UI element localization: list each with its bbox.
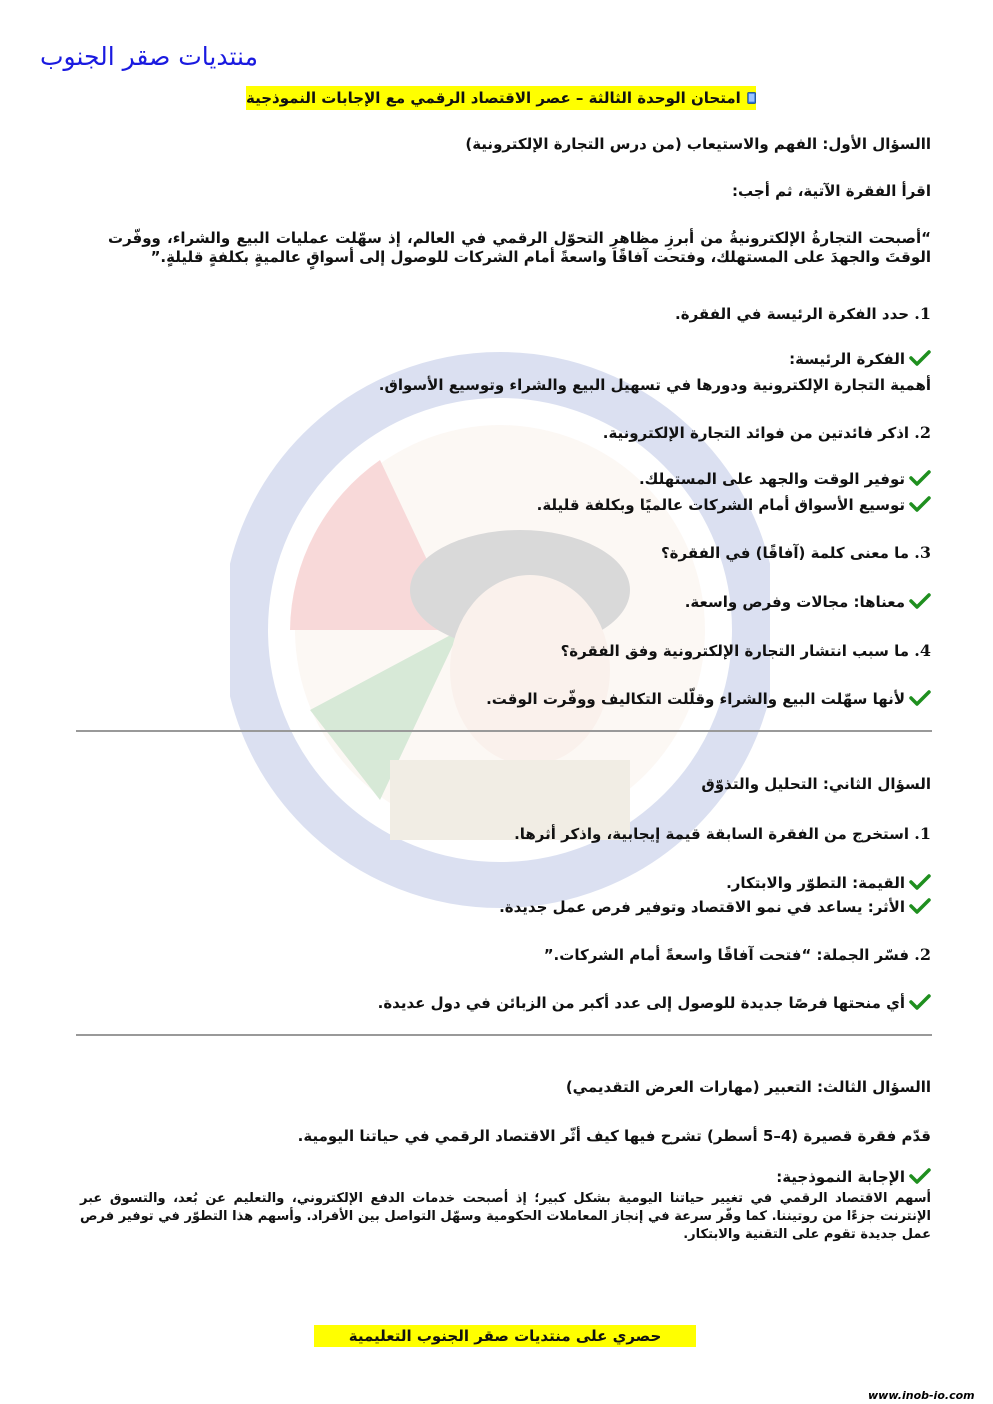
section-divider [76, 1034, 932, 1036]
q3-answer-label: الإجابة النموذجية: [776, 1168, 931, 1187]
q3-answer-text: أسهم الاقتصاد الرقمي في تغيير حياتنا اليومية بشكل كبير؛ إذ أصبحت خدمات الدفع الإلكتروني، والتعليم عن بُعد، والتسوق عبر الإنترنت جزءًا من روتيننا. كما وفّر سرعة في إنجاز المعاملات الحكومية وسهّل التواصل بين الأفراد. وأسهم هذا التطوّر في توفير فرص عمل جديدة تقوم على التقنية والابتكار. [80, 1191, 931, 1242]
q1-item-2-answer-2: توسيع الأسواق أمام الشركات عالميًا وبكلفة قليلة. [537, 496, 931, 515]
exam-title: امتحان الوحدة الثالثة – عصر الاقتصاد الرقمي مع الإجابات النموذجية [246, 89, 741, 107]
q2-item-1-answer-1: القيمة: التطوّر والابتكار. [726, 874, 931, 893]
q2-item-2-answer: أي منحتها فرصًا جديدة للوصول إلى عدد أكبر من الزبائن في دول عديدة. [378, 994, 931, 1013]
q1-instruction: اقرأ الفقرة الآتية، ثم أجب: [732, 182, 931, 200]
check-icon [909, 1168, 931, 1184]
site-title[interactable]: منتديات صقر الجنوب [40, 42, 258, 71]
q1-item-1-answer-label: الفكرة الرئيسة: [789, 350, 931, 369]
q1-item-2-number: 2. [914, 423, 931, 442]
q1-item-2-question: 2. اذكر فائدتين من فوائد التجارة الإلكترونية. [602, 423, 931, 442]
q2-item-2-question: 2. فسّر الجملة: “فتحت آفاقًا واسعةً أمام الشركات.” [543, 945, 931, 964]
q3-instruction: قدّم فقرة قصيرة (4–5 أسطر) تشرح فيها كيف أثّر الاقتصاد الرقمي في حياتنا اليومية. [297, 1127, 931, 1145]
footer-banner: حصري على منتديات صقر الجنوب التعليمية [314, 1325, 696, 1347]
q2-item-1-number: 1. [914, 824, 931, 843]
q1-item-3-question: 3. ما معنى كلمة (آفاقًا) في الفقرة؟ [660, 543, 931, 562]
exam-title-banner [246, 86, 756, 110]
q1-item-3-number: 3. [914, 543, 931, 562]
check-icon [909, 898, 931, 914]
check-icon [909, 593, 931, 609]
q1-passage: “أصبحت التجارةُ الإلكترونيةُ من أبرزِ مظاهرِ التحوّل الرقمي في العالم، إذ سهّلت عمليات البيع والشراء، ووفّرت الوقتَ والجهدَ على المستهلك، وفتحت آفاقًا واسعةً أمام الشركات للوصول إلى أسواقٍ عالميةٍ بكلفةٍ قليلةٍ.” [108, 229, 931, 266]
check-icon [909, 874, 931, 890]
q1-item-1-answer-text: أهمية التجارة الإلكترونية ودورها في تسهيل البيع والشراء وتوسيع الأسواق. [378, 376, 931, 394]
q2-item-1-question: 1. استخرج من الفقرة السابقة قيمة إيجابية، واذكر أثرها. [514, 824, 931, 843]
footer-url[interactable]: www.inob-io.com [868, 1389, 975, 1402]
check-icon [909, 470, 931, 486]
q2-item-2-number: 2. [914, 945, 931, 964]
q1-item-2-answer-1: توفير الوقت والجهد على المستهلك. [639, 470, 931, 489]
q2-heading: السؤال الثاني: التحليل والتذوّق [701, 775, 931, 793]
book-icon [747, 88, 756, 108]
section-divider [76, 730, 932, 732]
check-icon [909, 690, 931, 706]
check-icon [909, 994, 931, 1010]
q1-item-4-answer: لأنها سهّلت البيع والشراء وقلّلت التكاليف ووفّرت الوقت. [486, 690, 931, 709]
q1-item-4-number: 4. [914, 641, 931, 660]
q1-item-4-question: 4. ما سبب انتشار التجارة الإلكترونية وفق الفقرة؟ [560, 641, 931, 660]
q1-item-1-number: 1. [914, 304, 931, 323]
q1-item-3-answer: معناها: مجالات وفرص واسعة. [685, 593, 931, 612]
q3-heading: االسؤال الثالث: التعبير (مهارات العرض التقديمي) [565, 1078, 931, 1096]
check-icon [909, 496, 931, 512]
check-icon [909, 350, 931, 366]
q1-heading: االسؤال الأول: الفهم والاستيعاب (من درس التجارة الإلكترونية) [465, 135, 931, 153]
q1-item-1-question: 1. حدد الفكرة الرئيسة في الفقرة. [675, 304, 931, 323]
q2-item-1-answer-2: الأثر: يساعد في نمو الاقتصاد وتوفير فرص عمل جديدة. [499, 898, 931, 917]
